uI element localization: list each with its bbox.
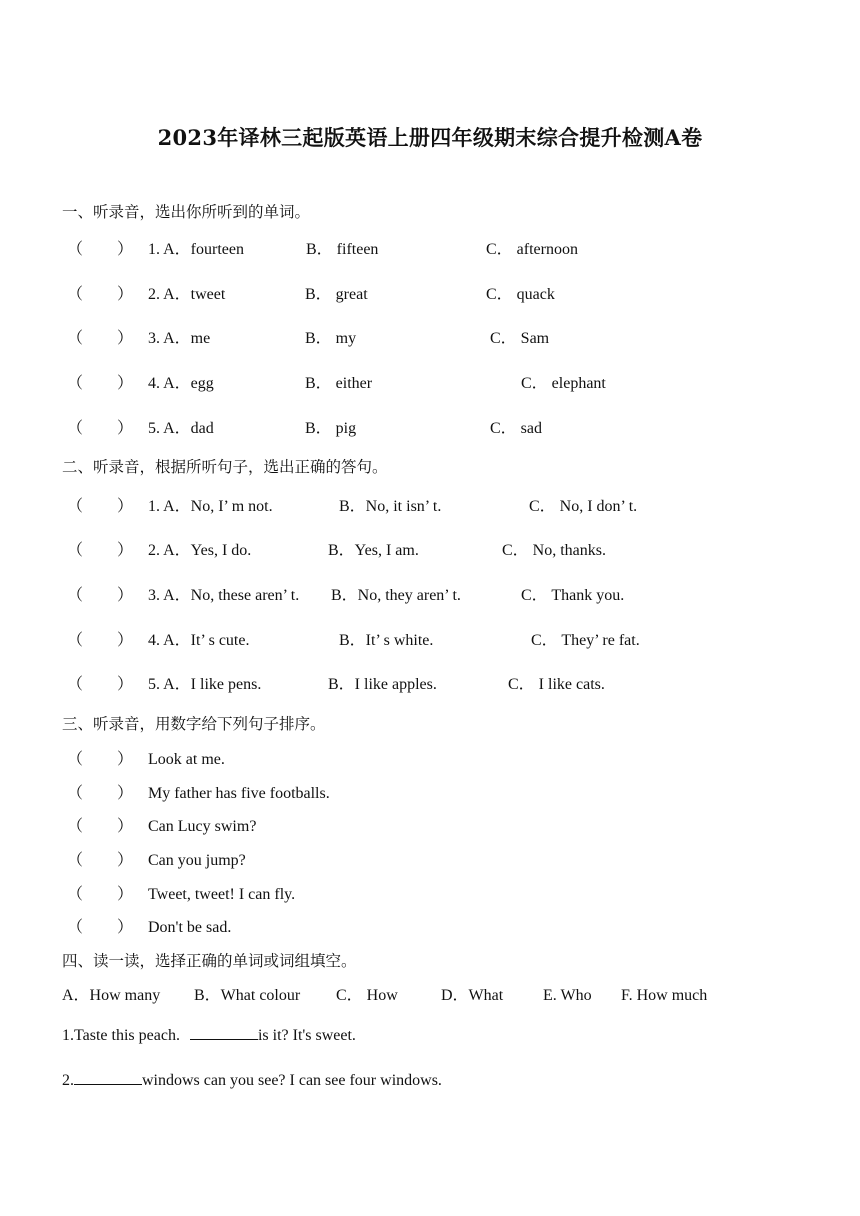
answer-paren-close: ） (117, 919, 134, 936)
answer-paren-open: （ (67, 818, 84, 835)
answer-paren-open: （ (67, 751, 84, 768)
option-b: B． either (305, 375, 373, 392)
sentence: Can you jump? (148, 852, 246, 869)
answer-paren-close: ） (117, 420, 134, 437)
question-text: 1.Taste this peach. (62, 1027, 180, 1044)
question-text: 2. (62, 1072, 74, 1089)
word-option: D．What (441, 987, 504, 1004)
option-c: C． No, I don’ t. (529, 498, 638, 515)
option-a: 1. A．No, I’ m not. (148, 498, 273, 515)
option-c: C． afternoon (486, 241, 578, 258)
option-a: 2. A．tweet (148, 286, 226, 303)
sentence: Don't be sad. (148, 919, 232, 936)
answer-paren-open: （ (67, 676, 84, 693)
word-option: E. Who (543, 987, 592, 1004)
answer-blank[interactable] (190, 1025, 258, 1040)
answer-paren-close: ） (117, 632, 134, 649)
answer-paren-close: ） (117, 886, 134, 903)
sentence: Can Lucy swim? (148, 818, 257, 835)
option-c: C． elephant (521, 375, 606, 392)
answer-paren-open: （ (67, 542, 84, 559)
answer-paren-close: ） (117, 375, 134, 392)
option-a: 4. A．It’ s cute. (148, 632, 250, 649)
answer-paren-open: （ (67, 785, 84, 802)
answer-paren-open: （ (67, 919, 84, 936)
option-b: B．I like apples. (328, 676, 437, 693)
option-c: C． They’ re fat. (531, 632, 640, 649)
option-a: 3. A．me (148, 330, 211, 347)
fill-question-1 (62, 1025, 356, 1044)
answer-paren-open: （ (67, 587, 84, 604)
sentence: Look at me. (148, 751, 225, 768)
option-c: C． I like cats. (508, 676, 605, 693)
answer-paren-close: ） (117, 785, 134, 802)
answer-paren-open: （ (67, 632, 84, 649)
option-c: C． sad (490, 420, 543, 437)
option-a: 4. A．egg (148, 375, 214, 392)
answer-paren-close: ） (117, 498, 134, 515)
section-1-heading: 一、听录音，选出你所听到的单词。 (62, 203, 311, 221)
answer-blank[interactable] (74, 1070, 142, 1085)
option-b: B．No, it isn’ t. (339, 498, 442, 515)
answer-paren-open: （ (67, 852, 84, 869)
word-option: B．What colour (194, 987, 301, 1004)
option-b: B． pig (305, 420, 357, 437)
question-text: is it? It's sweet. (257, 1027, 356, 1044)
answer-paren-close: ） (117, 818, 134, 835)
option-b: B． great (305, 286, 368, 303)
answer-paren-close: ） (117, 330, 134, 347)
option-b: B．No, they aren’ t. (331, 587, 461, 604)
option-b: B．Yes, I am. (328, 542, 419, 559)
answer-paren-close: ） (117, 241, 134, 258)
answer-paren-open: （ (67, 241, 84, 258)
answer-paren-close: ） (117, 751, 134, 768)
option-b: B． my (305, 330, 357, 347)
page-title: 2023年译林三起版英语上册四年级期末综合提升检测A卷 (157, 125, 703, 150)
option-c: C． quack (486, 286, 555, 303)
answer-paren-open: （ (67, 498, 84, 515)
answer-paren-open: （ (67, 420, 84, 437)
option-c: C． Sam (490, 330, 550, 347)
section-2-heading: 二、听录音，根据所听句子，选出正确的答句。 (62, 458, 388, 476)
answer-paren-open: （ (67, 330, 84, 347)
answer-paren-close: ） (117, 587, 134, 604)
option-b: B．It’ s white. (339, 632, 434, 649)
option-c: C． Thank you. (521, 587, 625, 604)
sentence: Tweet, tweet! I can fly. (148, 886, 296, 903)
option-b: B． fifteen (306, 241, 379, 258)
option-a: 5. A．dad (148, 420, 214, 437)
option-a: 3. A．No, these aren’ t. (148, 587, 300, 604)
answer-paren-close: ） (117, 542, 134, 559)
answer-paren-open: （ (67, 886, 84, 903)
option-a: 2. A．Yes, I do. (148, 542, 252, 559)
answer-paren-close: ） (117, 286, 134, 303)
question-text: windows can you see? I can see four windows. (142, 1072, 442, 1089)
word-option: F. How much (621, 987, 708, 1004)
word-option: C． How (336, 987, 398, 1004)
section-4-heading: 四、读一读，选择正确的单词或词组填空。 (62, 952, 357, 970)
sentence: My father has five footballs. (148, 785, 330, 802)
answer-paren-open: （ (67, 375, 84, 392)
option-c: C． No, thanks. (502, 542, 607, 559)
answer-paren-open: （ (67, 286, 84, 303)
section-3-heading: 三、听录音，用数字给下列句子排序。 (62, 715, 326, 733)
fill-question-2 (62, 1070, 442, 1089)
option-a: 5. A．I like pens. (148, 676, 262, 693)
answer-paren-close: ） (117, 676, 134, 693)
answer-paren-close: ） (117, 852, 134, 869)
word-option: A．How many (62, 987, 161, 1004)
option-a: 1. A．fourteen (148, 241, 244, 258)
